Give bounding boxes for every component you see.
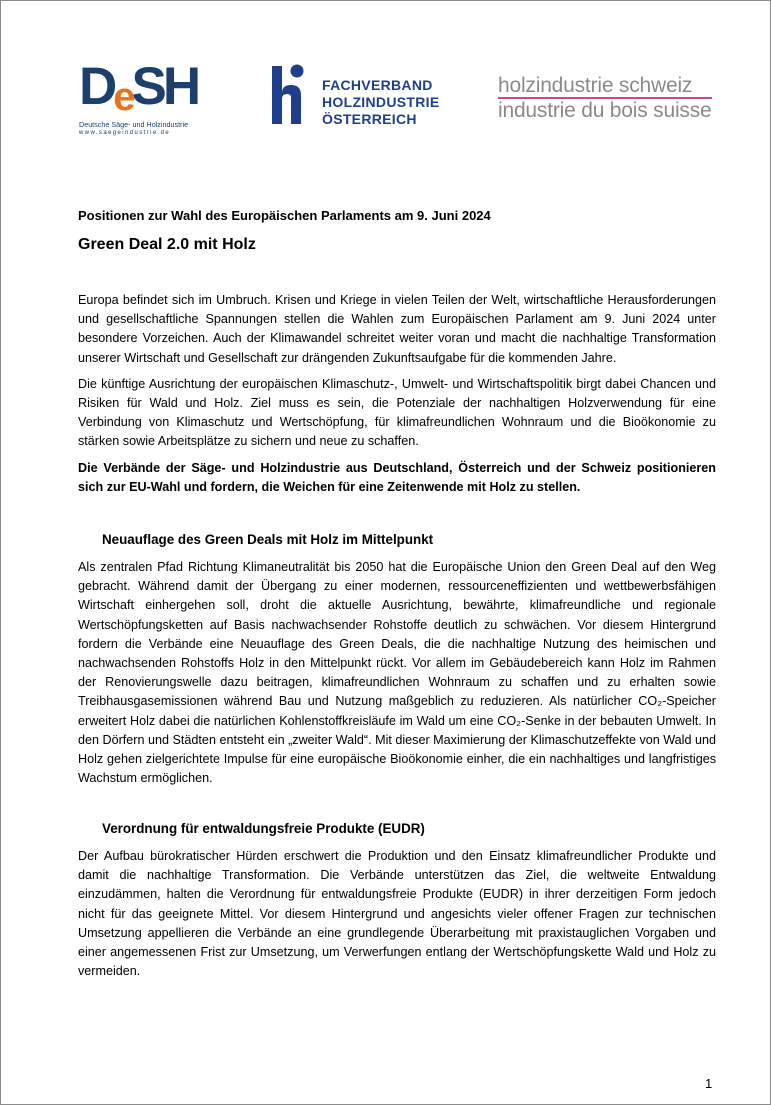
fachverband-h-mark-icon — [271, 63, 313, 127]
fachverband-logo-line-1: FACHVERBAND — [322, 77, 433, 93]
holzindustrie-schweiz-line-1: holzindustrie schweiz — [498, 74, 693, 97]
desh-logo-subtitle: Deutsche Säge- und Holzindustrie — [79, 120, 189, 129]
section-body-eudr — [78, 847, 716, 981]
document-title: Green Deal 2.0 mit Holz — [78, 236, 256, 253]
desh-logo-letter-e: e — [113, 75, 132, 119]
intro-section — [78, 291, 716, 497]
intro-bold-statement: Die Verbände der Säge- und Holzindustrie aus Deutschland, Österreich und der Schweiz positionieren sich zur EU-Wahl und fordern, die Weichen für eine Zeitenwende mit Holz zu stellen. — [78, 460, 716, 494]
fachverband-logo-text — [322, 77, 439, 128]
section-paragraph: Der Aufbau bürokratischer Hürden erschwert die Produktion und den Einsatz klimafreundlicher Produkte und damit die nachhaltige Transformation. Die Verbände unterstützen das Ziel, die weltweite Entwaldung einzudämmen, halten die Verordnung für entwaldungsfreie Produkte (EUDR) in ihrer derzeitigen Form jedoch nicht für das geeignete Mittel. Vor diesem Hintergrund und angesichts vieler offener Fragen zur technischen Umsetzung appellieren die Verbände an eine grundlegende Überarbeitung mit praxistauglichen Vorgaben und einer angemessenen Frist zur Umsetzung, um Verwerfungen entlang der Wertschöpfungskette Wald und Holz zu vermeiden. — [78, 849, 716, 979]
section-paragraph: Als zentralen Pfad Richtung Klimaneutralität bis 2050 hat die Europäische Union den Green Deal auf den Weg gebracht. Während damit der Übergang zu einer modernen, ressourceneffizienten und wettbewerbsfähigen Wirtschaft einhergehen soll, droht die aktuelle Ausrichtung, bewährte, klimafreundliche und regionale Wertschöpfungsketten auf Basis nachwachsender Rohstoffe deutlich zu schwächen. Vor diesem Hintergrund fordern die Verbände eine Neuauflage des Green Deals, die die nachhaltige Nutzung des heimischen und nachwachsenden Rohstoffs Holz in den Mittelpunkt rückt. Vor allem im Gebäudebereich kann Holz im Rahmen der Renovierungswelle dazu beitragen, klimafreundlichen Wohnraum zu schaffen und zu erhalten sowie Treibhausgasemissionen während Bau und Nutzung maßgeblich zu reduzieren. Als natürlicher CO₂-Speicher erweitert Holz dabei die natürlichen Kohlenstoffkreisläufe im Wald um eine CO₂-Senke in der bebauten Umwelt. In den Dörfern und Städten entsteht ein „zweiter Wald“. Mit dieser Maximierung der Klimaschutzeffekte von Wald und Holz gehen zielgerichtete Impulse für eine europäische Bioökonomie einher, die ein nachhaltiges und langfristiges Wachstum ermöglichen. — [78, 560, 716, 786]
section-heading-text: Verordnung für entwaldungsfreie Produkte (EUDR) — [102, 821, 425, 836]
desh-logo-wordmark — [79, 57, 198, 119]
fachverband-logo-line-2: HOLZINDUSTRIE — [322, 94, 440, 110]
section-heading-text: Neuauflage des Green Deals mit Holz im Mittelpunkt — [102, 532, 434, 547]
intro-paragraph: Die künftige Ausrichtung der europäischen Klimaschutz-, Umwelt- und Wirtschaftspolitik birgt dabei Chancen und Risiken für Wald und Holz. Ziel muss es sein, die Potenziale der nachhaltigen Holzverwendung für eine Verbindung von Klimaschutz und Wertschöpfung, für klimafreundlichen Wohnraum und die Bioökonomie zu stärken sowie Arbeitsplätze zu sichern und neue zu schaffen. — [78, 376, 716, 449]
desh-logo-url: www.saegeindustrie.de — [79, 130, 171, 136]
intro-paragraph: Europa befindet sich im Umbruch. Krisen und Kriege in vielen Teilen der Welt, wirtschaftliche Herausforderungen und gesellschaftliche Spannungen stellen die Wahlen zum Europäischen Parlament am 9. Juni 2024 unter besondere Vorzeichen. Auch der Klimawandel schreitet weiter voran und macht die nachhaltige Transformation unserer Wirtschaft und Gesellschaft zur drängenden Zukunftsaufgabe für die kommenden Jahre. — [78, 293, 716, 365]
desh-logo-letters-sh: SH — [131, 57, 198, 116]
document-subtitle: Positionen zur Wahl des Europäischen Parlaments am 9. Juni 2024 — [78, 208, 491, 223]
desh-logo-letter-d: D — [79, 57, 114, 116]
section-body-green-deal — [78, 558, 716, 788]
holzindustrie-schweiz-line-2: industrie du bois suisse — [498, 99, 712, 122]
holzindustrie-schweiz-logo — [498, 75, 718, 121]
page-number: 1 — [705, 1076, 713, 1091]
fachverband-logo — [271, 63, 446, 129]
section-heading-eudr — [78, 820, 425, 838]
desh-logo — [79, 57, 198, 136]
fachverband-logo-line-3: ÖSTERREICH — [322, 111, 417, 127]
section-heading-green-deal — [78, 531, 433, 549]
